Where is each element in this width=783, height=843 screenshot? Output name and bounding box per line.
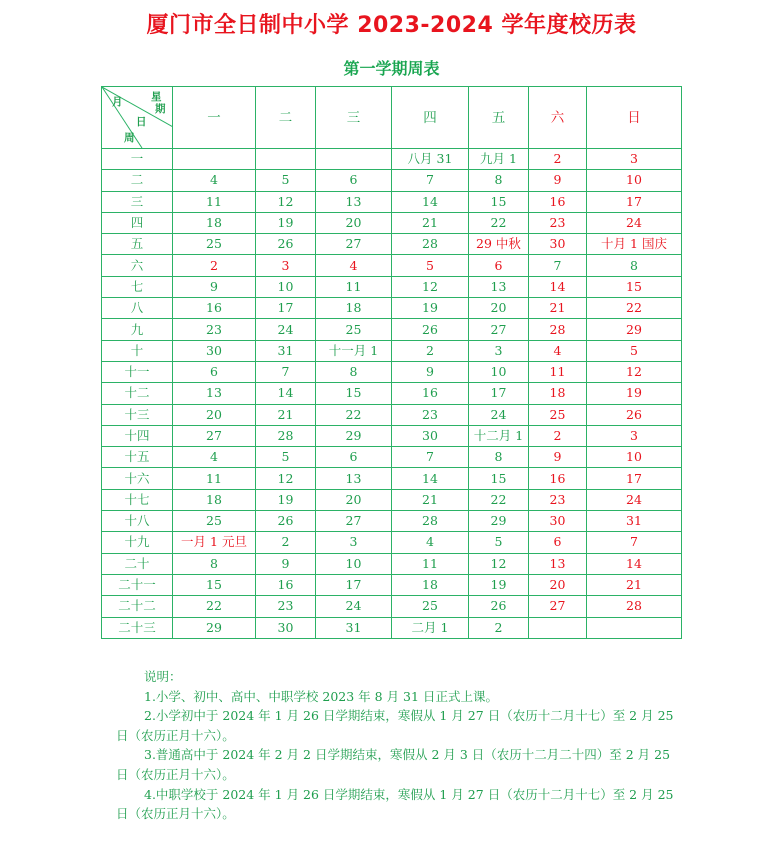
week-number-cell: 二 (102, 170, 173, 191)
day-cell: 17 (316, 574, 392, 595)
day-cell: 17 (256, 298, 316, 319)
day-cell: 九月 1 (469, 149, 529, 170)
day-cell: 14 (529, 276, 587, 297)
week-number-cell: 二十二 (102, 596, 173, 617)
day-cell: 24 (256, 319, 316, 340)
day-cell: 8 (469, 447, 529, 468)
day-cell: 15 (316, 383, 392, 404)
page-subtitle: 第一学期周表 (343, 59, 440, 78)
day-cell: 二月 1 (392, 617, 469, 638)
day-cell: 16 (256, 574, 316, 595)
notes-heading: 说明： (144, 669, 182, 684)
day-cell: 20 (173, 404, 256, 425)
weekday-header: 三 (316, 87, 392, 149)
day-cell: 18 (173, 212, 256, 233)
weekday-header: 四 (392, 87, 469, 149)
week-row (102, 149, 682, 170)
week-row (102, 425, 682, 446)
day-cell (529, 617, 587, 638)
day-cell: 15 (587, 276, 682, 297)
day-cell: 20 (469, 298, 529, 319)
day-cell: 26 (256, 511, 316, 532)
day-cell: 7 (392, 170, 469, 191)
day-cell: 21 (587, 574, 682, 595)
day-cell: 30 (529, 511, 587, 532)
day-cell: 14 (587, 553, 682, 574)
week-row (102, 511, 682, 532)
week-row (102, 383, 682, 404)
day-cell: 29 (316, 425, 392, 446)
day-cell (316, 149, 392, 170)
note-item-2: 2.小学初中于 2024 年 1 月 26 日学期结束，寒假从 1 月 27 日（农历十二月十七）至 2 月 25 日（农历正月十六）。 (116, 708, 674, 743)
day-cell: 12 (256, 191, 316, 212)
week-number-cell: 十七 (102, 489, 173, 510)
day-cell: 4 (392, 532, 469, 553)
day-cell: 2 (529, 149, 587, 170)
day-cell: 18 (173, 489, 256, 510)
day-cell: 11 (173, 468, 256, 489)
week-row (102, 255, 682, 276)
day-cell: 6 (173, 361, 256, 382)
day-cell: 2 (256, 532, 316, 553)
day-cell: 23 (256, 596, 316, 617)
day-cell: 27 (469, 319, 529, 340)
day-cell: 3 (587, 425, 682, 446)
day-cell: 29 (587, 319, 682, 340)
day-cell: 21 (529, 298, 587, 319)
day-cell: 16 (529, 191, 587, 212)
day-cell: 24 (587, 212, 682, 233)
day-cell: 9 (529, 447, 587, 468)
day-cell: 13 (469, 276, 529, 297)
day-cell: 5 (392, 255, 469, 276)
day-cell: 30 (173, 340, 256, 361)
day-cell: 16 (529, 468, 587, 489)
day-cell: 22 (469, 489, 529, 510)
day-cell: 11 (392, 553, 469, 574)
day-cell: 2 (529, 425, 587, 446)
week-number-cell: 二十 (102, 553, 173, 574)
day-cell: 21 (392, 489, 469, 510)
day-cell: 26 (392, 319, 469, 340)
day-cell: 4 (529, 340, 587, 361)
week-number-cell: 十四 (102, 425, 173, 446)
week-number-cell: 一 (102, 149, 173, 170)
day-cell: 19 (469, 574, 529, 595)
day-cell: 16 (392, 383, 469, 404)
day-cell: 17 (469, 383, 529, 404)
notes-section (116, 667, 686, 824)
weekday-header: 五 (469, 87, 529, 149)
day-cell: 25 (173, 511, 256, 532)
weekday-header: 日 (587, 87, 682, 149)
day-cell: 26 (256, 234, 316, 255)
day-cell: 9 (173, 276, 256, 297)
day-cell: 2 (173, 255, 256, 276)
day-cell: 4 (173, 170, 256, 191)
day-cell: 22 (173, 596, 256, 617)
corner-header-cell (102, 87, 173, 149)
day-cell: 25 (316, 319, 392, 340)
header-row (102, 87, 682, 149)
note-item-3: 3.普通高中于 2024 年 2 月 2 日学期结束，寒假从 2 月 3 日（农历十二月二十四）至 2 月 25 日（农历正月十六）。 (116, 747, 671, 782)
day-cell: 24 (316, 596, 392, 617)
day-cell: 6 (316, 170, 392, 191)
day-cell: 18 (529, 383, 587, 404)
day-cell: 25 (392, 596, 469, 617)
day-cell: 6 (529, 532, 587, 553)
day-cell: 24 (469, 404, 529, 425)
day-cell: 十二月 1 (469, 425, 529, 446)
day-cell: 15 (469, 468, 529, 489)
day-cell: 19 (392, 298, 469, 319)
day-cell: 5 (587, 340, 682, 361)
day-cell: 27 (173, 425, 256, 446)
day-cell: 12 (256, 468, 316, 489)
day-cell: 23 (529, 489, 587, 510)
day-cell: 3 (316, 532, 392, 553)
day-cell: 23 (529, 212, 587, 233)
day-cell: 22 (587, 298, 682, 319)
day-cell (173, 149, 256, 170)
day-cell: 19 (587, 383, 682, 404)
day-cell: 31 (587, 511, 682, 532)
day-cell: 5 (256, 447, 316, 468)
week-number-cell: 十五 (102, 447, 173, 468)
day-cell: 28 (392, 234, 469, 255)
day-cell: 27 (529, 596, 587, 617)
day-cell: 17 (587, 468, 682, 489)
day-cell (256, 149, 316, 170)
week-row (102, 170, 682, 191)
week-row (102, 447, 682, 468)
day-cell: 6 (469, 255, 529, 276)
corner-label-weekday-2: 期 (155, 103, 166, 115)
day-cell: 7 (587, 532, 682, 553)
day-cell: 14 (256, 383, 316, 404)
week-row (102, 212, 682, 233)
week-row (102, 574, 682, 595)
weekday-header: 二 (256, 87, 316, 149)
week-number-cell: 十三 (102, 404, 173, 425)
day-cell: 16 (173, 298, 256, 319)
day-cell: 25 (173, 234, 256, 255)
day-cell: 八月 31 (392, 149, 469, 170)
week-row (102, 276, 682, 297)
day-cell: 28 (392, 511, 469, 532)
corner-label-month: 月 (112, 96, 123, 108)
day-cell: 30 (256, 617, 316, 638)
day-cell: 20 (316, 212, 392, 233)
day-cell: 27 (316, 234, 392, 255)
day-cell: 15 (173, 574, 256, 595)
week-number-cell: 十一 (102, 361, 173, 382)
day-cell: 20 (316, 489, 392, 510)
day-cell: 5 (469, 532, 529, 553)
day-cell: 30 (529, 234, 587, 255)
day-cell: 13 (316, 191, 392, 212)
day-cell: 8 (469, 170, 529, 191)
day-cell: 11 (316, 276, 392, 297)
week-row (102, 489, 682, 510)
week-number-cell: 四 (102, 212, 173, 233)
day-cell: 3 (587, 149, 682, 170)
day-cell: 29 中秋 (469, 234, 529, 255)
week-number-cell: 三 (102, 191, 173, 212)
week-number-cell: 十二 (102, 383, 173, 404)
corner-label-day: 日 (136, 116, 147, 128)
day-cell: 19 (256, 212, 316, 233)
page-title: 厦门市全日制中小学 2023-2024 学年度校历表 (146, 13, 637, 38)
week-row (102, 468, 682, 489)
week-number-cell: 十六 (102, 468, 173, 489)
day-cell: 3 (469, 340, 529, 361)
day-cell: 12 (469, 553, 529, 574)
day-cell: 10 (256, 276, 316, 297)
week-row (102, 553, 682, 574)
week-row (102, 298, 682, 319)
day-cell: 8 (316, 361, 392, 382)
day-cell: 21 (392, 212, 469, 233)
day-cell: 14 (392, 468, 469, 489)
week-number-cell: 九 (102, 319, 173, 340)
day-cell: 6 (316, 447, 392, 468)
day-cell: 4 (173, 447, 256, 468)
day-cell: 十一月 1 (316, 340, 392, 361)
day-cell: 13 (529, 553, 587, 574)
week-row (102, 361, 682, 382)
day-cell: 2 (392, 340, 469, 361)
day-cell: 25 (529, 404, 587, 425)
day-cell: 7 (529, 255, 587, 276)
note-item-1: 1.小学、初中、高中、中职学校 2023 年 8 月 31 日正式上课。 (144, 688, 498, 704)
week-number-cell: 六 (102, 255, 173, 276)
day-cell: 28 (529, 319, 587, 340)
day-cell: 28 (256, 425, 316, 446)
week-row (102, 532, 682, 553)
week-row (102, 596, 682, 617)
day-cell: 29 (469, 511, 529, 532)
day-cell: 23 (173, 319, 256, 340)
day-cell: 11 (529, 361, 587, 382)
week-number-cell: 七 (102, 276, 173, 297)
day-cell: 12 (392, 276, 469, 297)
day-cell: 10 (587, 447, 682, 468)
day-cell: 2 (469, 617, 529, 638)
day-cell: 11 (173, 191, 256, 212)
week-row (102, 234, 682, 255)
day-cell: 10 (587, 170, 682, 191)
day-cell: 18 (392, 574, 469, 595)
day-cell: 31 (316, 617, 392, 638)
day-cell: 31 (256, 340, 316, 361)
day-cell: 28 (587, 596, 682, 617)
day-cell: 8 (587, 255, 682, 276)
day-cell: 7 (256, 361, 316, 382)
day-cell: 19 (256, 489, 316, 510)
day-cell: 7 (392, 447, 469, 468)
day-cell: 十月 1 国庆 (587, 234, 682, 255)
day-cell: 5 (256, 170, 316, 191)
calendar-table (101, 86, 682, 639)
day-cell: 10 (316, 553, 392, 574)
week-number-cell: 五 (102, 234, 173, 255)
week-row (102, 404, 682, 425)
week-number-cell: 十八 (102, 511, 173, 532)
weekday-header: 六 (529, 87, 587, 149)
day-cell: 13 (173, 383, 256, 404)
week-number-cell: 十九 (102, 532, 173, 553)
day-cell: 13 (316, 468, 392, 489)
week-number-cell: 二十三 (102, 617, 173, 638)
week-row (102, 340, 682, 361)
day-cell: 27 (316, 511, 392, 532)
day-cell: 20 (529, 574, 587, 595)
day-cell: 22 (469, 212, 529, 233)
day-cell: 30 (392, 425, 469, 446)
week-row (102, 191, 682, 212)
day-cell: 23 (392, 404, 469, 425)
day-cell: 15 (469, 191, 529, 212)
day-cell: 21 (256, 404, 316, 425)
note-item-4: 4.中职学校于 2024 年 1 月 26 日学期结束，寒假从 1 月 27 日（农历十二月十七）至 2 月 25 日（农历正月十六）。 (116, 786, 674, 822)
day-cell: 22 (316, 404, 392, 425)
day-cell: 29 (173, 617, 256, 638)
day-cell: 8 (173, 553, 256, 574)
day-cell: 4 (316, 255, 392, 276)
day-cell: 24 (587, 489, 682, 510)
day-cell: 9 (256, 553, 316, 574)
corner-label-week: 周 (124, 132, 135, 144)
weekday-header: 一 (173, 87, 256, 149)
day-cell: 10 (469, 361, 529, 382)
week-number-cell: 二十一 (102, 574, 173, 595)
week-number-cell: 十 (102, 340, 173, 361)
calendar-body (102, 149, 682, 639)
week-row (102, 319, 682, 340)
day-cell (587, 617, 682, 638)
week-number-cell: 八 (102, 298, 173, 319)
day-cell: 14 (392, 191, 469, 212)
day-cell: 9 (392, 361, 469, 382)
corner-label-weekday-1: 星 (151, 91, 162, 103)
day-cell: 12 (587, 361, 682, 382)
day-cell: 26 (469, 596, 529, 617)
day-cell: 一月 1 元旦 (173, 532, 256, 553)
day-cell: 9 (529, 170, 587, 191)
day-cell: 3 (256, 255, 316, 276)
day-cell: 26 (587, 404, 682, 425)
day-cell: 18 (316, 298, 392, 319)
week-row (102, 617, 682, 638)
day-cell: 17 (587, 191, 682, 212)
